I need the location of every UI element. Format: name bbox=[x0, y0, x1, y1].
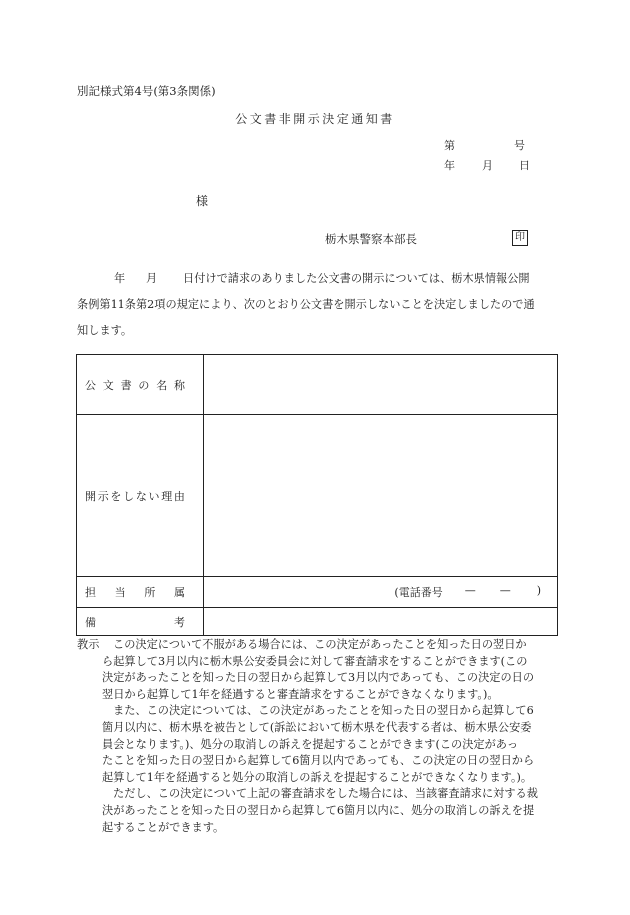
notes-paragraph-1 bbox=[102, 637, 557, 703]
label-char: を bbox=[110, 489, 122, 503]
telephone-number bbox=[204, 584, 557, 600]
tel-open: (電話番号 bbox=[394, 586, 443, 599]
label-char: し bbox=[123, 489, 135, 503]
label-char: 称 bbox=[173, 378, 185, 392]
notes-line: また、この決定については、この決定があったことを知った日の翌日から起算して6 bbox=[113, 704, 534, 718]
label-char: な bbox=[135, 489, 147, 503]
label-reason bbox=[77, 415, 204, 577]
body-year: 年 bbox=[114, 272, 126, 285]
notice-line-2: 条例第11条第2項の規定により、次のとおり公文書を開示しないことを決定しましたので通 bbox=[77, 298, 535, 311]
row-department bbox=[77, 577, 558, 608]
label-document-name bbox=[77, 355, 204, 415]
sender-name: 栃木県警察本部長 bbox=[325, 232, 417, 246]
document-number-prefix: 第 bbox=[444, 139, 455, 152]
notes-line: 箇月以内に、栃木県を被告として(訴訟において栃木県を代表する者は、栃木県公安委 bbox=[102, 720, 532, 734]
label-department-text bbox=[85, 584, 185, 600]
row-reason bbox=[77, 415, 558, 577]
notes-line: 員会となります。)、処分の取消しの訴えを提起することができます(この決定があっ bbox=[102, 737, 519, 751]
label-remarks-text bbox=[85, 614, 185, 630]
value-reason[interactable] bbox=[204, 415, 558, 577]
document-number-suffix: 号 bbox=[514, 139, 525, 152]
label-char: 名 bbox=[156, 378, 168, 392]
date-day: 日 bbox=[519, 159, 530, 172]
tel-dash-1: — bbox=[464, 584, 476, 597]
label-char: 示 bbox=[97, 489, 109, 503]
label-char: 公 bbox=[85, 378, 96, 392]
label-document-name-text bbox=[85, 377, 185, 393]
body-line1-text: 日付けで請求のありました公文書の開示については、栃木県情報公開 bbox=[183, 272, 530, 285]
label-department bbox=[77, 577, 204, 608]
label-char: 所 bbox=[144, 586, 156, 599]
notes-paragraph-2 bbox=[102, 703, 557, 836]
row-document-name bbox=[77, 355, 558, 415]
label-char: い bbox=[148, 489, 160, 503]
label-char: 担 bbox=[85, 586, 96, 599]
notes-line: この決定について不服がある場合には、この決定があったことを知った日の翌日か bbox=[113, 638, 527, 651]
value-department[interactable] bbox=[204, 577, 558, 608]
addressee: 様 bbox=[196, 194, 209, 208]
label-char: 文 bbox=[102, 378, 114, 392]
tel-close: ) bbox=[536, 584, 541, 597]
label-char: 由 bbox=[173, 489, 185, 503]
label-remarks bbox=[77, 608, 204, 636]
notes-heading: 教示 bbox=[77, 638, 100, 651]
form-identifier: 別記様式第4号(第3条関係) bbox=[77, 84, 216, 98]
label-char: 開 bbox=[85, 489, 96, 503]
label-char: 当 bbox=[114, 586, 126, 599]
row-remarks bbox=[77, 608, 558, 636]
notes-line: 決があったことを知った日の翌日から起算して6箇月以内に、処分の取消しの訴えを提 bbox=[102, 803, 535, 817]
document-title: 公文書非開示決定通知書 bbox=[235, 112, 395, 126]
notes-line: 翌日から起算して1年を経過すると審査請求をすることができなくなります。)。 bbox=[102, 687, 499, 701]
label-char: 考 bbox=[174, 615, 185, 629]
body-month: 月 bbox=[146, 272, 158, 285]
notes-line: ら起算して3月以内に栃木県公安委員会に対して審査請求をすることができます(この bbox=[102, 654, 528, 668]
notes-line: たことを知った日の翌日から起算して6箇月以内であっても、この決定の日の翌日から bbox=[102, 754, 535, 768]
label-char: 備 bbox=[85, 615, 96, 629]
document-number bbox=[444, 137, 525, 153]
notice-line-3: 知します。 bbox=[77, 324, 133, 337]
value-document-name[interactable] bbox=[204, 355, 558, 415]
notes-line: 起算して1年を経過すると処分の取消しの訴えを提起することができなくなります。)。 bbox=[102, 770, 533, 784]
disclosure-table bbox=[76, 354, 558, 636]
notes-line: ただし、この決定について上記の審査請求をした場合には、当該審査請求に対する裁 bbox=[113, 787, 538, 801]
instruction-notes bbox=[77, 637, 557, 836]
notice-line-1 bbox=[77, 266, 557, 292]
label-char: 書 bbox=[120, 378, 132, 392]
seal-mark: 印 bbox=[512, 230, 528, 246]
notes-line: 起することができます。 bbox=[102, 820, 225, 834]
label-char: 理 bbox=[161, 489, 173, 503]
label-char: 属 bbox=[173, 586, 185, 599]
label-char: の bbox=[138, 378, 150, 392]
value-remarks[interactable] bbox=[204, 608, 558, 636]
notice-body bbox=[77, 266, 557, 344]
date-month: 月 bbox=[482, 159, 493, 172]
notes-line: 決定があったことを知った日の翌日から起算して3月以内であっても、この決定の日の bbox=[102, 671, 535, 685]
document-date bbox=[444, 157, 530, 173]
tel-dash-2: — bbox=[499, 584, 511, 597]
label-reason-text bbox=[85, 488, 185, 504]
date-year: 年 bbox=[444, 159, 455, 172]
